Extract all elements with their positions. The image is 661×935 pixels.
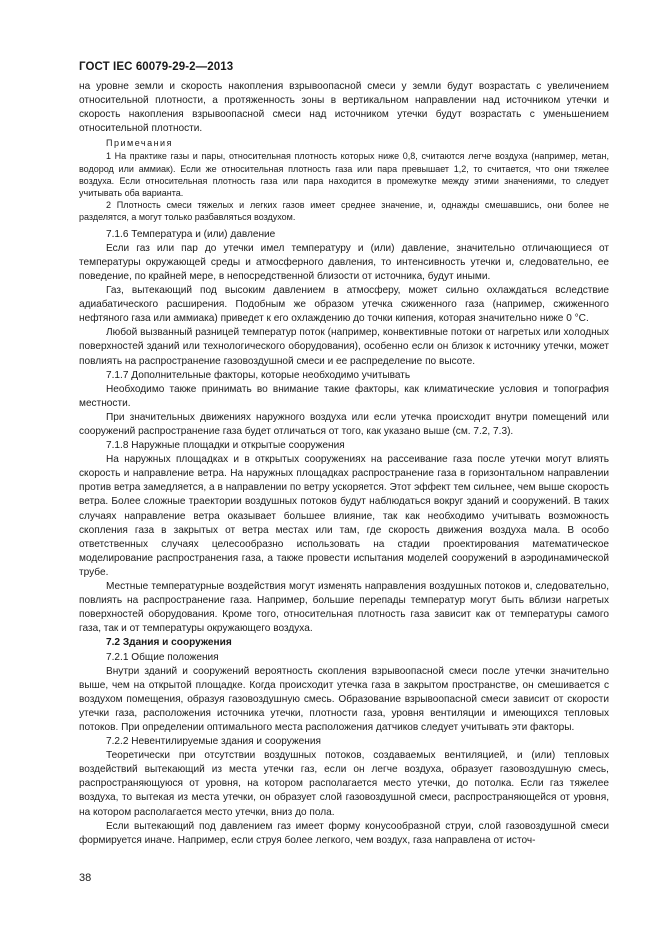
page-number: 38 xyxy=(79,872,92,884)
paragraph-7-2-2-2: Если вытекающий под давлением газ имеет форму конусообразной струи, слой газовоздушной смеси формируется иначе. Например, если струя более легкого, чем воздух, газа направлена от источ- xyxy=(79,820,609,846)
section-title-7-2: 7.2 Здания и сооружения xyxy=(106,637,232,649)
notes-title: Примечания xyxy=(106,138,173,149)
note-1: 1 На практике газы и пары, относительная плотность которых ниже 0,8, считаются легче воздуха (например, метан, водород или аммиак). Если же относительная плотность газа или пара превышает 1,2, то считается, что они тяжелее воздуха. Если относительная плотность газа или пара находится в промежутке между этими значениями, то следует учитывать оба варианта. xyxy=(79,151,609,199)
heading-7-1-7: 7.1.7 Дополнительные факторы, которые необходимо учитывать xyxy=(106,369,411,381)
document-body xyxy=(79,80,609,848)
heading-7-2-2: 7.2.2 Невентилируемые здания и сооружения xyxy=(106,736,321,748)
heading-7-1-8: 7.1.8 Наружные площадки и открытые сооружения xyxy=(106,440,345,452)
paragraph-7-1-6-1: Если газ или пар до утечки имел температуру и (или) давление, значительно отличающиеся от температуры окружающей среды и атмосферного давления, то интенсивность утечки и, следовательно, ее поведение, по крайней мере, в непосредственной близости от источника, будут иными. xyxy=(79,242,609,282)
paragraph-7-2-1-1: Внутри зданий и сооружений вероятность скопления взрывоопасной смеси после утечки значительно выше, чем на открытой площадке. Когда происходит утечка газа в закрытом пространстве, он смешивается с воздухом помещения, образуя газовоздушную смесь. Образование взрывоопасной смеси зависит от скорости утечки газа, расположения источника утечки, плотности газа, уровня вентиляции и имеющихся тепловых потоков. При определении оптимального места расположения датчиков следует учитывать эти факторы. xyxy=(79,665,609,733)
document-header: ГОСТ IEC 60079-29-2—2013 xyxy=(79,61,234,73)
paragraph-7-1-6-2: Газ, вытекающий под высоким давлением в атмосферу, может сильно охлаждаться вследствие адиабатического расширения. Подобным же образом утечка сжиженного газа (например, сжиженного нефтяного газа или аммиака) приведет к его охлаждению до точки кипения, которая значительно ниже 0 °С. xyxy=(79,285,609,325)
paragraph-7-1-7-1: Необходимо также принимать во внимание такие факторы, как климатические условия и топография местности. xyxy=(79,383,609,409)
paragraph-7-1-6-3: Любой вызванный разницей температур поток (например, конвективные потоки от нагретых или холодных поверхностей зданий или технологического оборудования), особенно если он близок к источнику утечки, может повлиять на распространение газовоздушной смеси и ее распределение по высоте. xyxy=(79,327,609,367)
note-2: 2 Плотность смеси тяжелых и легких газов имеет среднее значение, и, однажды смешавшись, они более не разделятся, а могут только разбавляться воздухом. xyxy=(79,200,609,223)
intro-paragraph: на уровне земли и скорость накопления взрывоопасной смеси у земли будут возрастать с увеличением относительной плотности, а протяженность зоны в вертикальном направлении над источником утечки и скорость накопления взрывоопасной смеси над источником утечки будут возрастать с уменьшением относительной плотности. xyxy=(79,81,609,135)
paragraph-7-1-8-1: На наружных площадках и в открытых сооружениях на рассеивание газа после утечки могут влиять скорость и направление ветра. На наружных площадках распространение газа в горизонтальном направлении против ветра замедляется, а в направлении по ветру ускоряется. Этот эффект тем сильнее, чем выше скорость ветра. Более сложные траектории воздушных потоков будут наблюдаться вокруг зданий и сооружений. В таких случаях направление ветра оказывает большее влияние, так как необходимо учитывать возможность скопления газа в закрытых от ветра местах или там, где скорость движения воздуха мала. В особо ответственных случаях целесообразно использовать на стадии проектирования математическое моделирование распространения газа, а также провести испытания моделей сооружений в аэродинамической трубе. xyxy=(79,454,609,578)
heading-7-2-1: 7.2.1 Общие положения xyxy=(106,651,219,663)
paragraph-7-2-2-1: Теоретически при отсутствии воздушных потоков, создаваемых вентиляцией, и (или) тепловых воздействий вытекающий из места утечки газ, если он легче воздуха, образует газовоздушную смесь, распространяющуюся от уровня, на котором располагается место утечки, до потолка. Если газ тяжелее воздуха, то вытекая из места утечки, он образует слой газовоздушной смеси, распространяющейся от уровня, на котором располагается место утечки, вниз до пола. xyxy=(79,750,609,818)
paragraph-7-1-7-2: При значительных движениях наружного воздуха или если утечка происходит внутри помещений или сооружений распространение газа будет отличаться от того, как указано выше (см. 7.2, 7.3). xyxy=(79,411,609,437)
heading-7-1-6: 7.1.6 Температура и (или) давление xyxy=(106,228,276,240)
paragraph-7-1-8-2: Местные температурные воздействия могут изменять направления воздушных потоков и, следовательно, повлиять на распространение газа. Например, большие перепады температур могут быть вблизи нагретых поверхностей оборудования. Кроме того, относительная плотность газа зависит как от температуры самого газа, так и от температуры окружающего воздуха. xyxy=(79,581,609,635)
